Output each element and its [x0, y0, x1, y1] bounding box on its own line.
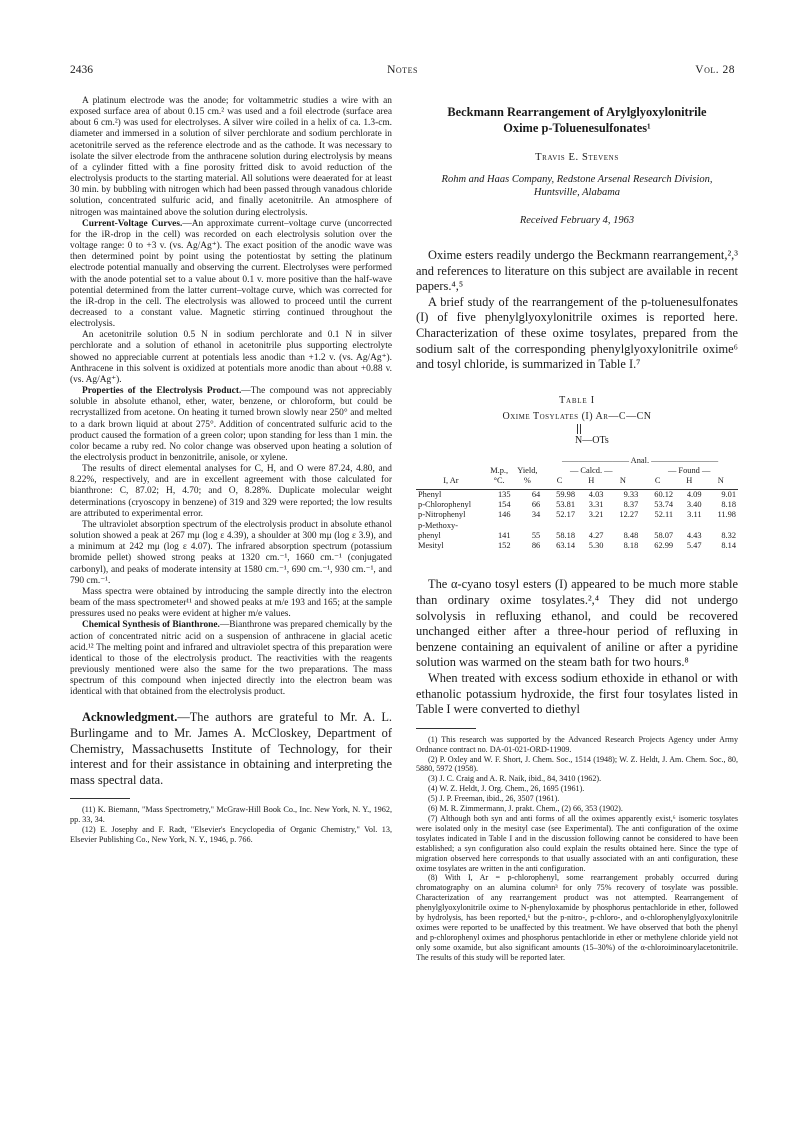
results-paragraph: When treated with excess sodium ethoxide in ethanol or with ethanolic potassium hydroxide, the first four tosylates listed in Table I were converted to diethyl [416, 670, 738, 717]
table-cell: 3.11 [687, 510, 702, 520]
footnote: (7) Although both syn and anti forms of all the oximes apparently exist,⁶ isomeric tosylates were isolated only in the mesityl case (see Experimental). The anti configuration of the oxime tosylates indicated in Table I and in the discussion following cannot be considered to have been established; a syn configuration also could explain the results obtained here. Since the type of migration observed here corresponds to that usually associated with an anti configuration, these oxime tosylates are written in the anti configuration. [416, 814, 738, 873]
mass-spectra-paragraph: Mass spectra were obtained by introducing the sample directly into the electron beam of the mass spectrometer¹¹ and showed peaks at m/e 193 and 165; at the sample pressures used no peaks were evident at higher m/e values. [70, 586, 392, 620]
table-subcaption: Oxime Tosylates (I) Ar—C—CN [502, 410, 652, 422]
properties-text: —The compound was not appreciably soluble in absolute ethanol, ether, water, benzene, or chloroform, but could be recrystallized from acetone. On heating it turned brown slowly near 250° and melted to a dark brown liquid at about 275°. Addition of concentrated sulfuric acid to the product caused the formation of a green color; upon standing for less than 1 min. the color became a ruby red. No color change was observed upon heating a solution of the electrolysis product in benzonitrile, anisole, or xylene. [70, 386, 392, 463]
received-date: Received February 4, 1963 [519, 215, 635, 226]
footnote-divider [70, 798, 130, 799]
right-column [416, 96, 738, 1101]
right-footnotes [416, 735, 738, 963]
acknowledgment-paragraph [70, 710, 392, 788]
yield-header: Yield, [517, 466, 538, 476]
cv-paragraph [70, 219, 392, 331]
intro-text [416, 248, 738, 373]
table-row [416, 521, 738, 531]
table-cell: 8.32 [721, 530, 736, 540]
table-cell: 12.27 [619, 510, 639, 520]
table-cell: 8.14 [721, 541, 736, 551]
table-cell: 4.03 [588, 489, 604, 499]
table-cell: 5.47 [686, 541, 702, 551]
found-header: — Found — [667, 466, 711, 476]
footnote: (1) This research was supported by the Advanced Research Projects Agency under Army Ordnance contract no. DA-01-021-ORD-11909. [416, 734, 738, 754]
table-cell [577, 521, 605, 531]
col-header: I, Ar [443, 476, 459, 486]
table-body [416, 489, 738, 551]
table-cell: 9.01 [721, 489, 736, 499]
title-line: Oxime p-Toluenesulfonates¹ [503, 121, 651, 135]
table-cell: 8.18 [623, 541, 639, 551]
acknowledgment-text: —The authors are grateful to Mr. A. L. Burlingame and to Mr. James A. McCloskey, Department of Chemistry, Massachusetts Institute of Technology, for their interest and for their assistance in obtaining and interpreting the mass spectral data. [70, 710, 392, 787]
table-row [416, 541, 738, 551]
col-header: H [588, 476, 595, 486]
results-paragraph: The α-cyano tosyl esters (I) appeared to be much more stable than ordinary oxime tosylates.²,⁴ They did not undergo solvolysis in refluxing ethanol, and could be recovered unchanged either after a three-hour period of refluxing in benzene containing an equivalent of aniline or after a pyridine solution was warmed on the steam bath for two hours.⁸ [416, 577, 738, 670]
table-cell: 8.37 [623, 499, 639, 509]
table-header-row [416, 476, 738, 486]
intro-paragraph: Oxime esters readily undergo the Beckmann rearrangement,²,³ and references to literature on this subject are available in recent papers.⁴,⁵ [416, 248, 738, 294]
table-cell [675, 521, 703, 531]
table-cell-aryl: phenyl [418, 530, 441, 540]
table-cell-aryl: p-Nitrophenyl [418, 510, 466, 520]
col-header: N [619, 476, 626, 486]
table-cell: 9.33 [623, 489, 639, 499]
article-title [416, 104, 738, 136]
cv-heading: Current-Voltage Curves. [82, 218, 183, 229]
table-cell: 58.07 [654, 530, 674, 540]
table-cell: 86 [531, 541, 541, 551]
title-line: Beckmann Rearrangement of Arylglyoxylonitrile [447, 105, 707, 119]
table-row [416, 510, 738, 520]
table-cell: 3.40 [686, 499, 702, 509]
table-cell [640, 521, 675, 531]
table-cell: 52.11 [654, 510, 674, 520]
col-header: N [717, 476, 724, 486]
table-cell: 4.27 [588, 530, 604, 540]
structure-formula [416, 422, 738, 456]
left-column [70, 96, 392, 1101]
table-cell: 141 [497, 530, 511, 540]
table-cell: 8.18 [721, 499, 736, 509]
table-cell-aryl: p-Methoxy- [418, 520, 459, 530]
table-cell: 4.43 [686, 530, 702, 540]
table-cell: 5.30 [588, 541, 604, 551]
section-title: Notes [387, 64, 418, 76]
affiliation [416, 173, 738, 199]
table-cell: 63.14 [556, 541, 576, 551]
spectrum-paragraph: The ultraviolet absorption spectrum of the electrolysis product in absolute ethanol solution showed a peak at 267 mμ (log ε 4.39), a shoulder at 300 mμ (log ε 3.9), and a minimum at 242 mμ (log ε 4.07). The infrared absorption spectrum (potassium bromide pellet) showed strong peaks at 1320 cm.⁻¹, 1660 cm.⁻¹ (conjugated carbonyl), and peaks of moderate intensity at 1580 cm.⁻¹, 690 cm.⁻¹, 930 cm.⁻¹, and 790 cm.⁻¹. [70, 519, 392, 586]
author-name: Travis E. Stevens [535, 152, 619, 163]
tosylate-table [416, 456, 738, 552]
table-cell [704, 521, 738, 531]
table-cell: 34 [531, 510, 541, 520]
table-row [416, 500, 738, 510]
formula-oxime-group: N—OTs [575, 434, 609, 446]
running-header [70, 64, 735, 80]
table-cell-aryl: Mesityl [418, 541, 444, 551]
footnote: (5) J. P. Freeman, ibid., 26, 3507 (1961). [428, 794, 560, 804]
volume-label: Vol. 28 [695, 64, 735, 76]
table-cell: 4.09 [686, 489, 702, 499]
double-bond-mark [577, 424, 581, 434]
table-cell: 146 [497, 510, 511, 520]
table-cell: 52.17 [556, 510, 576, 520]
cv-text: —An approximate current–voltage curve (uncorrected for the iR-drop in the cell) was recorded on each electrolysis solution over the voltage range: 0 to +3 v. (vs. Ag/Ag⁺). The exact position of the anodic wave was then determined point by point using the potentiostat by setting the platinum electrode potential manually and observing the current. Electrolyses were performed with the anode potential set to a value about 0.1 v. more positive than the half-wave potential determined from the latter current–voltage curve, which was corrected for the iR-drop in the cell. The electrolysis was allowed to proceed until the current decreased to a constant value. Magnetic stirring continued throughout the electrolysis. [70, 218, 392, 330]
table-cell: 62.99 [654, 541, 674, 551]
table-cell: 58.18 [556, 530, 576, 540]
table-cell: 59.98 [556, 489, 576, 499]
table-cell: 11.98 [717, 510, 736, 520]
table-cell: 53.74 [654, 499, 674, 509]
footnote: (4) W. Z. Heldt, J. Org. Chem., 26, 1695 (1961). [428, 784, 585, 794]
synthesis-paragraph [70, 620, 392, 698]
table-caption: Table I [559, 394, 595, 406]
solvent-paragraph: An acetonitrile solution 0.5 N in sodium perchlorate and 0.1 N in silver perchlorate and a solution of ethanol in acetonitrile plus supporting electrolyte showed no appreciable current at potentials less anodic than +1.2 v. (vs. Ag/Ag⁺). Anthracene in this solvent is oxidized at potentials more anodic than about +0.88 v. (vs. Ag/Ag⁺). [70, 330, 392, 385]
table-header-row [416, 456, 738, 466]
col-header: % [523, 476, 531, 486]
col-header: C [654, 476, 661, 486]
footnote-divider [416, 728, 476, 729]
page-number: 2436 [70, 64, 93, 76]
electrode-paragraph: A platinum electrode was the anode; for voltammetric studies a wire with an exposed surface area of about 0.15 cm.² was used and a foil electrode (surface area about 6 cm.²) was used for electrolyses. A silver wire coiled in a helix of ca. 1.3-cm. diameter and immersed in a solution of silver perchlorate and sodium perchlorate in acetonitrile served as the reference electrode and as the cathode. It was necessary to isolate the silver electrode from the anthracene solution during electrolysis by means of a cylinder fitted with a fine porosity fritted disk to avoid reduction of the electrolysis products to the starting material. All solutions were deaerated for at least 30 min. by bubbling with nitrogen which had been passed through vanadous chloride solution, concentrated sulfuric acid, and finally acetonitrile. An atmosphere of nitrogen was maintained above the solution during electrolysis. [70, 96, 392, 218]
table-cell: 152 [497, 541, 511, 551]
table-cell [513, 521, 543, 531]
table-cell: 3.21 [588, 510, 604, 520]
table-row [416, 489, 738, 500]
anal-header: ———————— Anal. ———————— [562, 455, 719, 465]
table-cell-aryl: p-Chlorophenyl [418, 499, 472, 509]
analysis-paragraph: The results of direct elemental analyses for C, H, and O were 87.24, 4.80, and 8.22%, respectively, and are in excellent agreement with those calculated for bianthrone: C, 87.02; H, 4.70; and O, 8.28%. Duplicate molecular weight determinations (cryoscopy in benzene) of 319 and 329 were reported; the low results are attributed to experimental error. [70, 464, 392, 519]
table-cell: 53.81 [556, 499, 576, 509]
footnote: (3) J. C. Craig and A. R. Naik, ibid., 84, 3410 (1962). [428, 774, 602, 784]
footnote: (11) K. Biemann, "Mass Spectrometry," McGraw-Hill Book Co., Inc. New York, N. Y., 1962, pp. 33, 34. [70, 805, 392, 825]
table-header-row [416, 466, 738, 476]
table-cell [605, 521, 640, 531]
acknowledgment-heading: Acknowledgment. [82, 710, 178, 725]
experimental-text [70, 96, 392, 698]
table-cell: 55 [531, 530, 541, 540]
table-cell [486, 521, 513, 531]
table-cell [542, 521, 577, 531]
footnote: (12) E. Josephy and F. Radt, "Elsevier's Encyclopedia of Organic Chemistry," Vol. 13, Elsevier Publishing Co., New York, N. Y., 1946, p. 766. [70, 825, 392, 845]
results-text [416, 577, 738, 717]
table-1 [416, 395, 738, 552]
col-header: H [686, 476, 693, 486]
properties-paragraph [70, 386, 392, 464]
table-cell: 3.31 [588, 499, 604, 509]
left-footnotes [70, 805, 392, 845]
table-row [416, 531, 738, 541]
affiliation-line: Huntsville, Alabama [533, 187, 621, 198]
synthesis-text: —Bianthrone was prepared chemically by the action of concentrated nitric acid on a suspension of anthracene in glacial acetic acid.¹² The melting point and infrared and ultraviolet spectra of this preparation were identical to those of the electrolysis product. The reactivities with the reagents previously mentioned were also the same for the two preparations. The mass spectrum of this compound when injected directly into the electron beam was identical with that obtained from the electrolysis product. [70, 620, 392, 698]
synthesis-heading: Chemical Synthesis of Bianthrone. [82, 620, 220, 631]
footnote: (6) M. R. Zimmermann, J. prakt. Chem., (2) 66, 353 (1902). [428, 804, 623, 814]
table-cell: 64 [531, 489, 541, 499]
table-cell: 154 [497, 499, 511, 509]
col-header: °C. [493, 476, 505, 486]
table-cell: 66 [531, 499, 541, 509]
mp-header: M.p., [490, 466, 509, 476]
table-cell-aryl: Phenyl [418, 489, 442, 499]
intro-paragraph: A brief study of the rearrangement of the p-toluenesulfonates (I) of five phenylglyoxylonitrile oximes is reported here. Characterization of these oxime tosylates, prepared from the sodium salt of the corresponding phenylglyoxylonitrile oxime⁶ and tosyl chloride, is summarized in Table I.⁷ [416, 294, 738, 372]
col-header: C [556, 476, 563, 486]
table-cell: 8.48 [623, 530, 639, 540]
table-cell: 60.12 [654, 489, 674, 499]
footnote: (8) With I, Ar = p-chlorophenyl, some rearrangement probably occurred during chromatography on an alumina column³ for only 75% recovery of tosylate was possible. Characterization of any rearrangement product was not attempted. Rearrangement of phenylglyoxylonitrile oxime to N-phenyloxamide by phosphorus pentachloride in ether, followed by hydrolysis, has been reported,⁶ but the p-nitro-, p-chloro-, and o-chlorophenylglyoxylonitrile oximes were reported to be unaffected by this treatment. We have observed that both the phenyl and p-chlorophenyl oximes and phosphorus pentachloride in ether or methylene chloride yield not only some oxamide, but also significant amounts (15–30%) of the α-chloroiminoarylacetonitrile. The results of this study will be reported later. [416, 873, 738, 962]
footnote: (2) P. Oxley and W. F. Short, J. Chem. Soc., 1514 (1948); W. Z. Heldt, J. Am. Chem. Soc., 80, 5880, 5972 (1958). [416, 754, 738, 774]
table-cell: 135 [497, 489, 511, 499]
calcd-header: — Calcd. — [569, 466, 613, 476]
properties-heading: Properties of the Electrolysis Product. [82, 386, 242, 397]
affiliation-line: Rohm and Haas Company, Redstone Arsenal Research Division, [441, 174, 713, 185]
